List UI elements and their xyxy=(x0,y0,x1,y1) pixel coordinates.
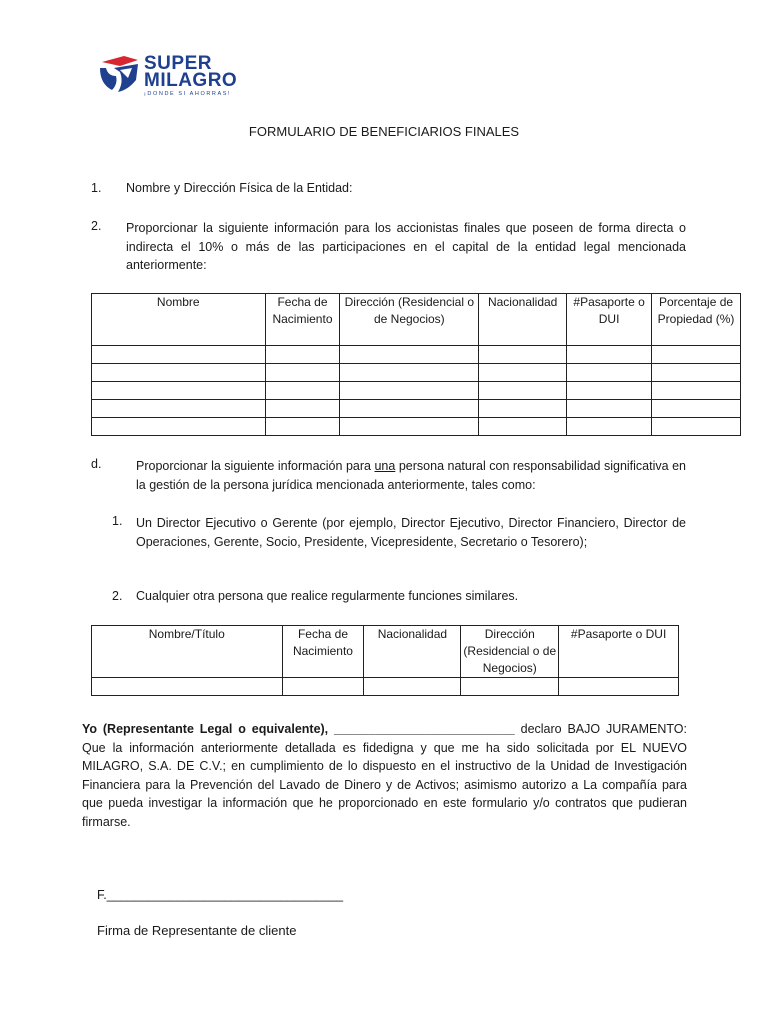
table-cell[interactable] xyxy=(265,400,340,418)
sectionD-text xyxy=(136,457,686,494)
table-cell[interactable] xyxy=(282,678,364,696)
table-row[interactable] xyxy=(92,382,741,400)
logo-tagline: ¡DONDE SI AHORRAS! xyxy=(144,91,232,97)
table-cell[interactable] xyxy=(265,364,340,382)
table-cell[interactable] xyxy=(479,400,567,418)
sectionD-text-before: Proporcionar la siguiente información para xyxy=(136,459,375,473)
table-header-row xyxy=(92,626,679,678)
table-header-cell: #Pasaporte o DUI xyxy=(559,626,679,678)
company-logo xyxy=(98,52,258,100)
section2-text: Proporcionar la siguiente información para los accionistas finales que poseen de forma directa o indirecta el 10% o más de las participaciones en el capital de la entidad legal mencionada anteriormente: xyxy=(126,221,686,272)
table-cell[interactable] xyxy=(652,382,741,400)
table-cell[interactable] xyxy=(340,400,479,418)
table-cell[interactable] xyxy=(340,418,479,436)
table-cell[interactable] xyxy=(479,364,567,382)
section1-number: 1. xyxy=(91,181,102,195)
table-cell[interactable] xyxy=(92,346,266,364)
table-header-cell: Porcentaje de Propiedad (%) xyxy=(652,294,741,346)
table-cell[interactable] xyxy=(340,364,479,382)
logo-word-milagro: MILAGRO xyxy=(144,70,238,91)
table-cell[interactable] xyxy=(567,418,652,436)
table-cell[interactable] xyxy=(479,346,567,364)
declaration-text: declaro BAJO JURAMENTO: Que la información anteriormente detallada es fidedigna y que me ha sido solicitada por EL NUEVO MILAGRO, S.A. DE C.V.; en cumplimiento de lo dispuesto en el instructivo de la Unidad de Investigación Financiera para la Prevención del Lavado de Dinero y de Activos; asimismo autorizo a La compañía para que pueda investigar la información que he proporcionado en este formulario y/o contratos que pudieran firmarse. xyxy=(82,722,687,829)
sectionD-text-after: persona natural con responsabilidad significativa en la gestión de la persona jurídica mencionada anteriormente, tales como: xyxy=(136,459,686,492)
table-header-cell: Nombre/Título xyxy=(92,626,283,678)
table-cell[interactable] xyxy=(652,364,741,382)
responsible-persons-table xyxy=(91,625,679,696)
table-cell[interactable] xyxy=(265,418,340,436)
sectionD-underlined: una xyxy=(374,459,396,473)
table-header-cell: #Pasaporte o DUI xyxy=(567,294,652,346)
table-header-row xyxy=(92,294,741,346)
table-cell[interactable] xyxy=(559,678,679,696)
table-cell[interactable] xyxy=(92,400,266,418)
list-item-text: Cualquier otra persona que realice regularmente funciones similares. xyxy=(136,589,519,603)
table-header-cell: Nacionalidad xyxy=(479,294,567,346)
table-cell[interactable] xyxy=(265,382,340,400)
table-row[interactable] xyxy=(92,346,741,364)
table-cell[interactable] xyxy=(479,418,567,436)
table-header-cell: Dirección (Residencial o de Negocios) xyxy=(340,294,479,346)
table-cell[interactable] xyxy=(479,382,567,400)
table-cell[interactable] xyxy=(340,382,479,400)
table-header-cell: Fecha de Nacimiento xyxy=(282,626,364,678)
table-cell[interactable] xyxy=(92,418,266,436)
logo-emblem-icon xyxy=(98,54,142,94)
list-item-number: 2. xyxy=(112,589,123,603)
table-header-cell: Nombre xyxy=(92,294,266,346)
table-cell[interactable] xyxy=(567,400,652,418)
sectionD-label: d. xyxy=(91,457,102,471)
table-header-cell: Nacionalidad xyxy=(364,626,461,678)
table-header-cell: Fecha de Nacimiento xyxy=(265,294,340,346)
table-row[interactable] xyxy=(92,418,741,436)
section2-number: 2. xyxy=(91,219,102,233)
table-cell[interactable] xyxy=(567,364,652,382)
table-row[interactable] xyxy=(92,364,741,382)
list-item-number: 1. xyxy=(112,514,123,528)
table-cell[interactable] xyxy=(340,346,479,364)
table-cell[interactable] xyxy=(92,678,283,696)
logo-word-super: SUPER xyxy=(144,53,212,74)
table-row[interactable] xyxy=(92,678,679,696)
table-row[interactable] xyxy=(92,400,741,418)
table-cell[interactable] xyxy=(461,678,559,696)
table-cell[interactable] xyxy=(265,346,340,364)
signature-label: Firma de Representante de cliente xyxy=(97,923,297,938)
declaration-lead: Yo (Representante Legal o equivalente), __________________________ xyxy=(82,722,515,736)
form-title: FORMULARIO DE BENEFICIARIOS FINALES xyxy=(248,124,520,139)
table-cell[interactable] xyxy=(92,364,266,382)
table-cell[interactable] xyxy=(652,418,741,436)
list-item-text: Un Director Ejecutivo o Gerente (por ejemplo, Director Ejecutivo, Director Financiero, Director de Operaciones, Gerente, Socio, Presidente, Vicepresidente, Secretario o Tesorero); xyxy=(136,516,686,549)
table-cell[interactable] xyxy=(364,678,461,696)
table-cell[interactable] xyxy=(92,382,266,400)
table-cell[interactable] xyxy=(567,346,652,364)
signature-line[interactable]: F.__________________________________ xyxy=(97,888,344,902)
table-header-cell: Dirección (Residencial o de Negocios) xyxy=(461,626,559,678)
table-cell[interactable] xyxy=(652,346,741,364)
table-cell[interactable] xyxy=(652,400,741,418)
section1-text: Nombre y Dirección Física de la Entidad: xyxy=(126,181,353,195)
shareholders-table xyxy=(91,293,741,436)
table-cell[interactable] xyxy=(567,382,652,400)
declaration-paragraph xyxy=(82,720,687,831)
